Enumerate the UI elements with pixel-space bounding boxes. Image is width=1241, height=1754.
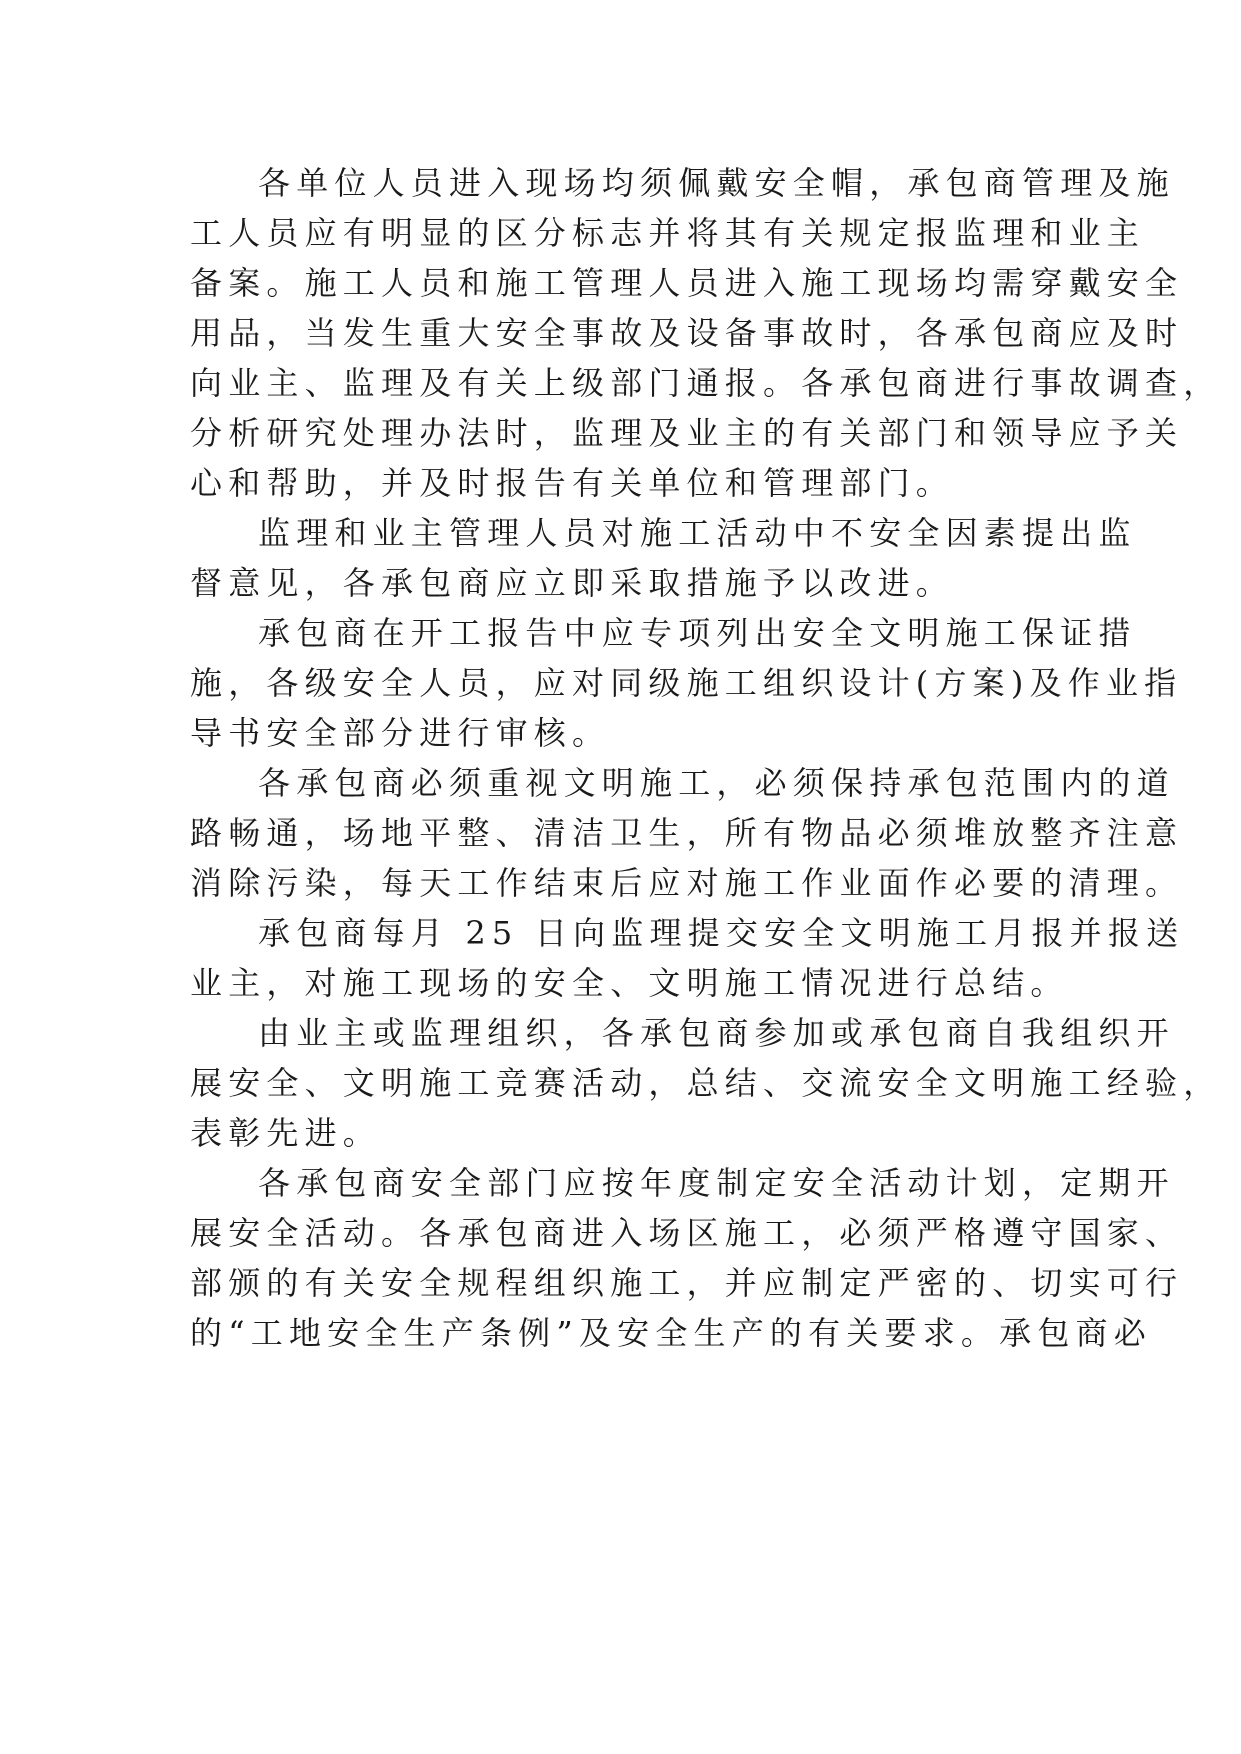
paragraph-2	[190, 508, 1137, 608]
text-line: 部颁的有关安全规程组织施工，并应制定严密的、切实可行	[190, 1264, 1184, 1302]
text-line: 承包商每月 25 日向监理提交安全文明施工月报并报送	[258, 914, 1185, 952]
text-line: 承包商在开工报告中应专项列出安全文明施工保证措	[258, 614, 1137, 652]
text-line: 的“工地安全生产条例”及安全生产的有关要求。承包商必	[190, 1314, 1152, 1352]
text-line: 各承包商安全部门应按年度制定安全活动计划，定期开	[258, 1164, 1175, 1202]
document-body	[190, 158, 1222, 1358]
text-line: 路畅通，场地平整、清洁卫生，所有物品必须堆放整齐注意	[190, 814, 1184, 852]
paragraph-1	[190, 158, 1222, 508]
paragraph-4	[190, 758, 1184, 908]
paragraph-6	[190, 1008, 1222, 1158]
text-line: 督意见，各承包商应立即采取措施予以改进。	[190, 564, 955, 602]
text-line: 工人员应有明显的区分标志并将其有关规定报监理和业主	[190, 214, 1146, 252]
text-line: 向业主、监理及有关上级部门通报。各承包商进行事故调查，	[190, 364, 1222, 402]
text-line: 导书安全部分进行审核。	[190, 714, 611, 752]
text-line: 备案。施工人员和施工管理人员进入施工现场均需穿戴安全	[190, 264, 1184, 302]
text-line: 表彰先进。	[190, 1114, 382, 1152]
paragraph-7	[190, 1158, 1184, 1358]
text-line: 用品，当发生重大安全事故及设备事故时，各承包商应及时	[190, 314, 1184, 352]
text-line: 各单位人员进入现场均须佩戴安全帽，承包商管理及施	[258, 164, 1175, 202]
text-line: 施，各级安全人员，应对同级施工组织设计(方案)及作业指	[190, 664, 1183, 702]
text-line: 由业主或监理组织，各承包商参加或承包商自我组织开	[258, 1014, 1175, 1052]
text-line: 心和帮助，并及时报告有关单位和管理部门。	[190, 464, 955, 502]
paragraph-5	[190, 908, 1185, 1008]
text-line: 消除污染，每天工作结束后应对施工作业面作必要的清理。	[190, 864, 1184, 902]
text-line: 业主，对施工现场的安全、文明施工情况进行总结。	[190, 964, 1069, 1002]
text-line: 监理和业主管理人员对施工活动中不安全因素提出监	[258, 514, 1137, 552]
text-line: 各承包商必须重视文明施工，必须保持承包范围内的道	[258, 764, 1175, 802]
paragraph-3	[190, 608, 1183, 758]
text-line: 展安全、文明施工竞赛活动，总结、交流安全文明施工经验，	[190, 1064, 1222, 1102]
text-line: 展安全活动。各承包商进入场区施工，必须严格遵守国家、	[190, 1214, 1184, 1252]
text-line: 分析研究处理办法时，监理及业主的有关部门和领导应予关	[190, 414, 1184, 452]
